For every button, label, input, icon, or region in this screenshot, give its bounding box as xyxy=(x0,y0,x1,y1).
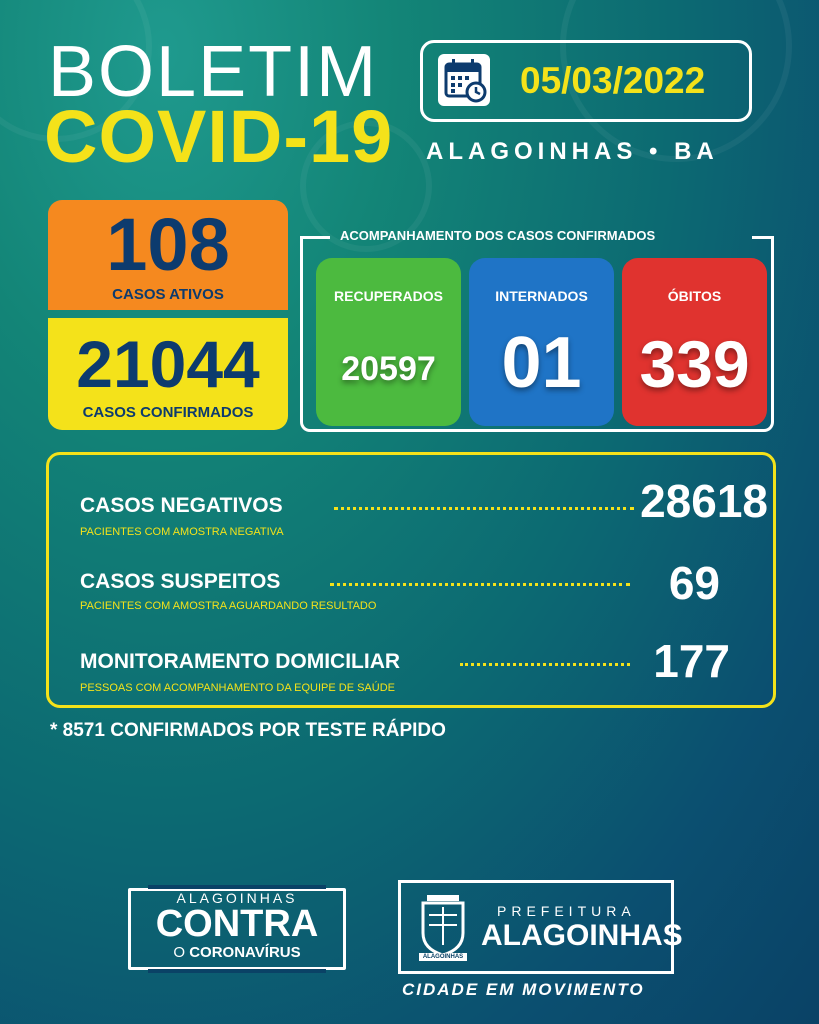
tracking-title: ACOMPANHAMENTO DOS CASOS CONFIRMADOS xyxy=(340,228,656,243)
prefeitura-label: PREFEITURA xyxy=(497,903,636,919)
confirmed-cases-value: 21044 xyxy=(76,327,260,401)
campaign-line1: ALAGOINHAS xyxy=(176,890,298,906)
campaign-line3 xyxy=(128,944,346,961)
tracking-frame-top-right xyxy=(752,236,774,239)
active-cases-box xyxy=(48,200,288,310)
home-monitoring-label: MONITORAMENTO DOMICILIAR xyxy=(80,650,401,673)
rapid-test-note: * 8571 CONFIRMADOS POR TESTE RÁPIDO xyxy=(50,720,446,741)
negative-cases-label: CASOS NEGATIVOS xyxy=(80,494,283,517)
suspect-cases-label: CASOS SUSPEITOS xyxy=(80,570,281,593)
tracking-frame-top-left xyxy=(300,236,330,239)
prefeitura-city: ALAGOINHAS xyxy=(481,919,683,952)
campaign-line3-word: CORONAVÍRUS xyxy=(189,944,301,961)
active-cases-label: CASOS ATIVOS xyxy=(112,286,224,303)
leader-dots xyxy=(334,507,634,510)
hospitalized-label: INTERNADOS xyxy=(495,288,588,304)
negative-cases-desc: PACIENTES COM AMOSTRA NEGATIVA xyxy=(80,526,284,538)
campaign-line2: CONTRA xyxy=(155,903,319,945)
confirmed-cases-box xyxy=(48,318,288,430)
slogan: CIDADE EM MOVIMENTO xyxy=(402,980,645,999)
deaths-value: 339 xyxy=(639,327,750,401)
suspect-cases-value: 69 xyxy=(668,557,720,609)
title-covid: COVID-19 xyxy=(44,95,394,178)
confirmed-cases-label: CASOS CONFIRMADOS xyxy=(82,404,254,421)
crest-text: ALAGOINHAS xyxy=(422,954,464,960)
city-label: ALAGOINHAS • BA xyxy=(426,138,719,165)
home-monitoring-value: 177 xyxy=(653,635,730,687)
leader-dots xyxy=(460,663,630,666)
calendar-icon xyxy=(438,54,490,106)
recovered-card xyxy=(316,258,461,426)
suspect-cases-desc: PACIENTES COM AMOSTRA AGUARDANDO RESULTADO xyxy=(80,600,377,612)
hospitalized-card xyxy=(469,258,614,426)
leader-dots xyxy=(330,583,630,586)
deaths-label: ÓBITOS xyxy=(667,288,722,304)
deaths-card xyxy=(622,258,767,426)
city-crest-icon xyxy=(417,893,469,963)
negative-cases-value: 28618 xyxy=(640,475,768,527)
city-hall-logo xyxy=(398,880,683,974)
hospitalized-value: 01 xyxy=(501,323,582,403)
bulletin-date: 05/03/2022 xyxy=(520,60,706,101)
campaign-logo xyxy=(128,888,346,970)
recovered-label: RECUPERADOS xyxy=(334,288,443,304)
home-monitoring-desc: PESSOAS COM ACOMPANHAMENTO DA EQUIPE DE SAÚDE xyxy=(80,682,395,694)
title-boletim: BOLETIM xyxy=(48,32,379,112)
active-cases-value: 108 xyxy=(106,203,230,286)
campaign-line3-prefix: O xyxy=(173,944,186,961)
recovered-value: 20597 xyxy=(341,350,436,388)
